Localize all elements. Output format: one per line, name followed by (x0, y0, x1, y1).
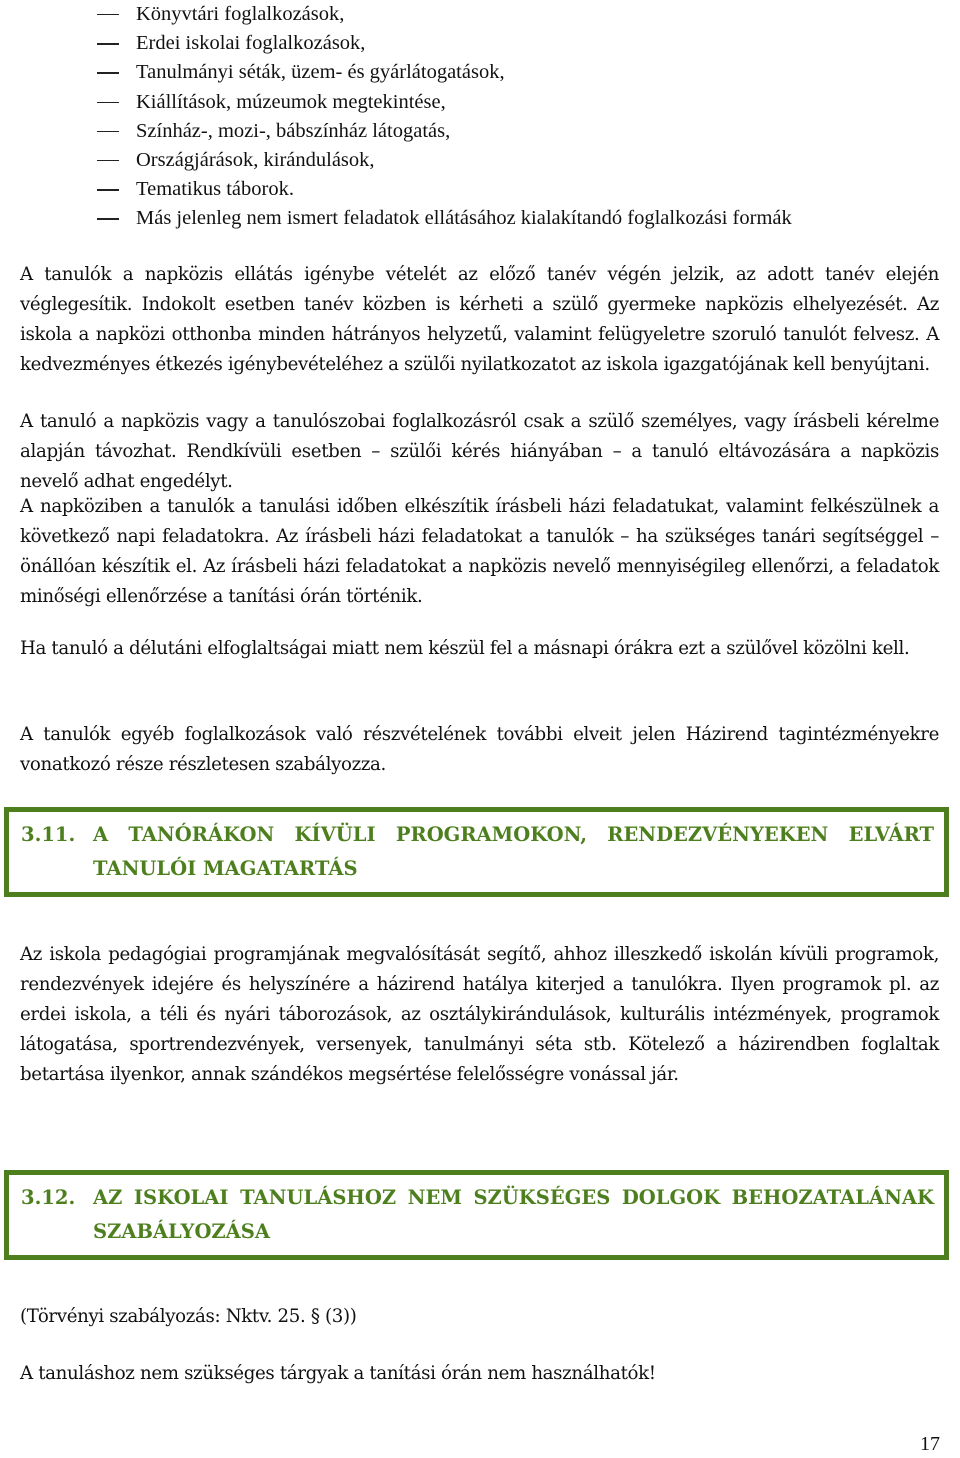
list-item: Más jelenleg nem ismert feladatok ellátásához kialakítandó foglalkozási formák (0, 204, 960, 233)
section-heading-3-12 (4, 1170, 949, 1260)
section-heading-3-11 (4, 807, 949, 897)
paragraph-nem-hasznalhato-targyak: A tanuláshoz nem szükséges tárgyak a tanítási órán nem használhatók! (20, 1363, 656, 1384)
list-item: Tematikus táborok. (0, 175, 960, 204)
list-item: Országjárások, kirándulások, (0, 146, 960, 175)
activity-list (0, 0, 960, 234)
paragraph-delutani-elfoglaltsag: Ha tanuló a délutáni elfoglaltságai miatt nem készül fel a másnapi órákra ezt a szülővel közölni kell. (20, 638, 910, 659)
paragraph-egyeb-foglalkozasok: A tanulók egyéb foglalkozások való részvételének további elveit jelen Házirend tagintézményekre vonatkozó része részletesen szabályozza. (20, 724, 939, 775)
paragraph-torvenyi-szabalyozas: (Törvényi szabályozás: Nktv. 25. § (3)) (20, 1306, 357, 1327)
list-item: Erdei iskolai foglalkozások, (0, 29, 960, 58)
paragraph-tavozas: A tanuló a napközis vagy a tanulószobai foglalkozásról csak a szülő személyes, vagy írásbeli kérelme alapján távozhat. Rendkívüli esetben – szülői kérés hiányában – a tanuló eltávozására a napközis nevelő adhat engedélyt. (20, 411, 939, 492)
section-number: 3.11. (21, 823, 76, 846)
paragraph-iskolan-kivuli-programok: Az iskola pedagógiai programjának megvalósítását segítő, ahhoz illeszkedő iskolán kívüli programok, rendezvények idejére és helyszínére a házirend hatálya kiterjed a tanulókra. Ilyen programok pl. az erdei iskola, a téli és nyári táborozások, az osztálykirándulások, kulturális intézmények, programok látogatása, sportrendezvények, versenyek, tanulmányi séta stb. Kötelező a házirendben foglaltak betartása ilyenkor, annak szándékos megsértése felelősségre vonással jár. (20, 944, 939, 1085)
section-number: 3.12. (21, 1186, 76, 1209)
section-title: A TANÓRÁKON KÍVÜLI PROGRAMOKON, RENDEZVÉNYEKEN ELVÁRT TANULÓI MAGATARTÁS (93, 823, 934, 880)
paragraph-napkozis-ellatas: A tanulók a napközis ellátás igénybe vételét az előző tanév végén jelzik, az adott tanév elején véglegesítik. Indokolt esetben tanév közben is kérheti a szülő gyermeke napközis elhelyezését. Az iskola a napközi otthonba minden hátrányos helyzetű, valamint felügyeletre szoruló tanulót felvesz. A kedvezményes étkezés igénybevételéhez a szülői nyilatkozatot az iskola igazgatójának kell benyújtani. (20, 264, 939, 375)
paragraph-hazi-feladat: A napköziben a tanulók a tanulási időben elkészítik írásbeli házi feladatukat, valamint felkészülnek a következő napi feladatokra. Az írásbeli házi feladatokat a tanulók – ha szükséges tanári segítséggel – önállóan készítik el. Az írásbeli házi feladatokat a napközis nevelő mennyiségileg ellenőrzi, a feladatok minőségi ellenőrzése a tanítási órán történik. (20, 496, 939, 607)
list-item: Színház-, mozi-, bábszínház látogatás, (0, 117, 960, 146)
list-item: Könyvtári foglalkozások, (0, 0, 960, 29)
section-title: AZ ISKOLAI TANULÁSHOZ NEM SZÜKSÉGES DOLGOK BEHOZATALÁNAK SZABÁLYOZÁSA (93, 1186, 934, 1243)
list-item: Tanulmányi séták, üzem- és gyárlátogatások, (0, 58, 960, 87)
page-number: 17 (920, 1433, 940, 1455)
list-item: Kiállítások, múzeumok megtekintése, (0, 88, 960, 117)
